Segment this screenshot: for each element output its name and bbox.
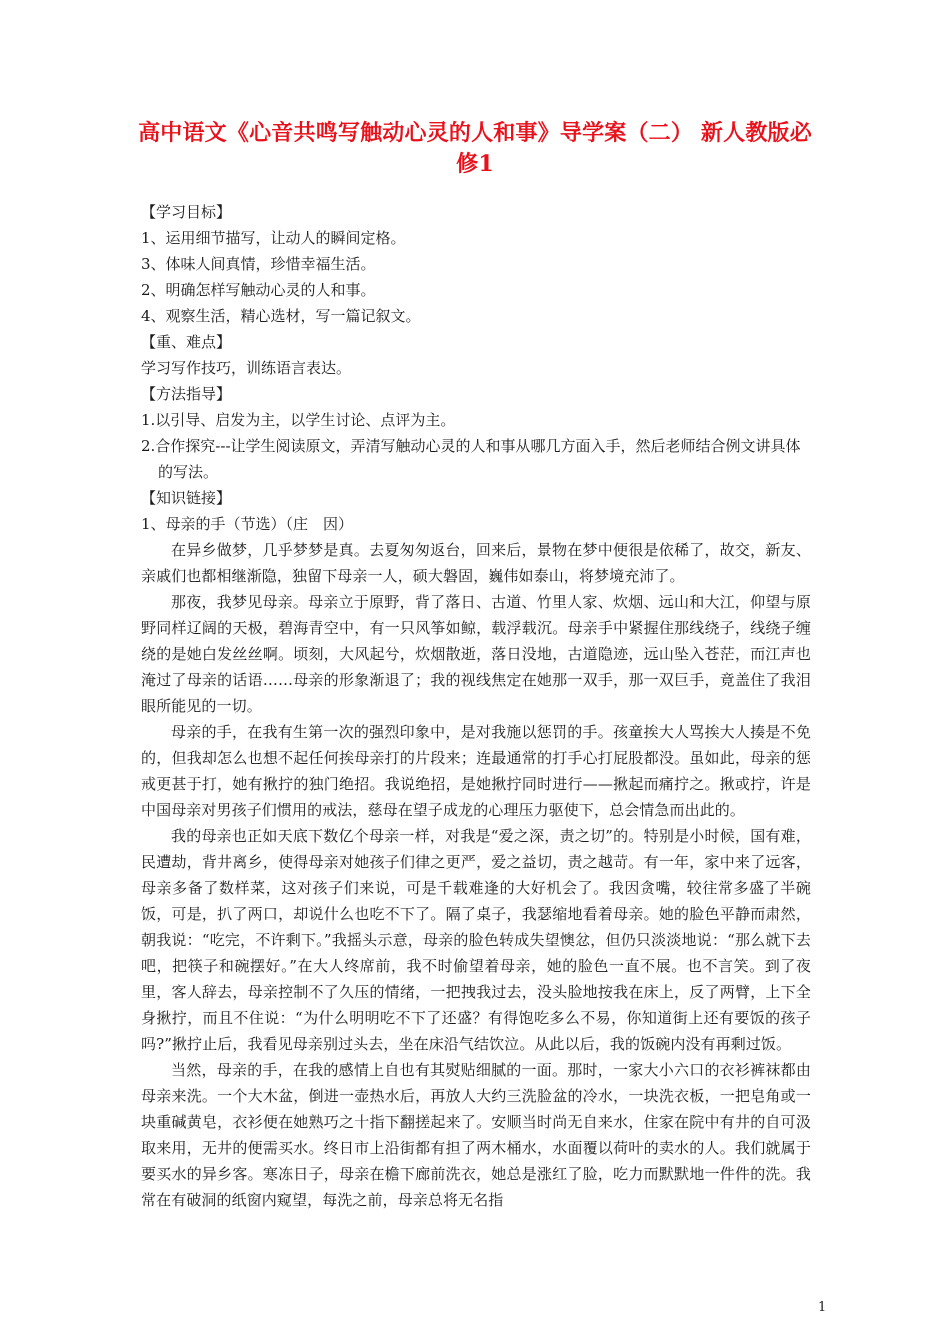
goal-item: 4、观察生活，精心选材，写一篇记叙文。 [141,307,421,325]
goal-item: 3、体味人间真情，珍惜幸福生活。 [141,255,376,273]
document-title: 高中语文《心音共鸣写触动心灵的人和事》导学案（二） 新人教版必修1 [138,120,812,177]
method-item: 2.合作探究---让学生阅读原文，弄清写触动心灵的人和事从哪几方面入手，然后老师结合例文讲具体的写法。 [141,437,801,481]
article-title: 1、母亲的手（节选）（庄 因） [141,515,354,533]
document-body [141,199,811,1213]
article-paragraph: 当然，母亲的手，在我的感情上自也有其熨贴细腻的一面。那时，一家大小六口的衣衫裤袜都由母亲来洗。一个大木盆，倒进一壶热水后，再放人大约三洗脸盆的冷水，一块洗衣板，一把皂角或一块重碱黄皂，衣衫便在她熟巧之十指下翻搓起来了。安顺当时尚无自来水，住家在院中有井的自可汲取来用，无井的便需买水。终日市上沿街都有担了两木桶水，水面覆以荷叶的卖水的人。我们就属于要买水的异乡客。寒冻日子，母亲在檐下廊前洗衣，她总是涨红了脸，吃力而默默地一件件的洗。我常在有破洞的纸窗内窥望，每洗之前，母亲总将无名指 [141,1061,811,1209]
goal-item: 1、运用细节描写，让动人的瞬间定格。 [141,229,406,247]
article-paragraph: 在异乡做梦，几乎梦梦是真。去夏匆匆返台，回来后，景物在梦中便很是依稀了，故交，新友、亲戚们也都相继渐隐，独留下母亲一人，硕大磐固，巍伟如泰山，将梦境充沛了。 [141,541,811,585]
article-paragraph: 母亲的手，在我有生第一次的强烈印象中，是对我施以惩罚的手。孩童挨大人骂挨大人揍是不免的，但我却怎么也想不起任何挨母亲打的片段来；连最通常的打手心打屁股都没。虽如此，母亲的惩戒更甚于打，她有揪拧的独门绝招。我说绝招，是她揪拧同时进行——揪起而痛拧之。揪或拧，许是中国母亲对男孩子们惯用的戒法，慈母在望子成龙的心理压力驱使下，总会情急而出此的。 [141,723,811,819]
goal-item: 2、明确怎样写触动心灵的人和事。 [141,281,376,299]
article-paragraph: 那夜，我梦见母亲。母亲立于原野，背了落日、古道、竹里人家、炊烟、远山和大江，仰望与原野同样辽阔的天极，碧海青空中，有一只风筝如鲸，载浮载沉。母亲手中紧握住那线绕子，线绕子缠绕的是她白发丝丝啊。顷刻，大风起兮，炊烟散逝，落日没地，古道隐迹，远山坠入苍茫，而江声也淹过了母亲的话语……母亲的形象渐退了；我的视线焦定在她那一双手，那一双巨手，竟盖住了我泪眼所能见的一切。 [141,593,811,715]
page-number: 1 [818,1300,827,1315]
section-header-knowledge: 【知识链接】 [141,489,232,507]
section-header-keypoints: 【重、难点】 [141,333,232,351]
section-header-method: 【方法指导】 [141,385,232,403]
method-item: 1.以引导、启发为主，以学生讨论、点评为主。 [141,411,456,429]
section-header-goals: 【学习目标】 [141,203,232,221]
keypoints-text: 学习写作技巧，训练语言表达。 [141,359,352,377]
article-paragraph: 我的母亲也正如天底下数亿个母亲一样，对我是“爱之深，责之切”的。特别是小时候，国有难，民遭劫，背井离乡，使得母亲对她孩子们律之更严，爱之益切，责之越苛。有一年，家中来了远客，母亲多备了数样菜，这对孩子们来说，可是千载难逢的大好机会了。我因贪嘴，较往常多盛了半碗饭，可是，扒了两口，却说什么也吃不下了。隔了桌子，我瑟缩地看着母亲。她的脸色平静而肃然，朝我说：“吃完，不许剩下。”我摇头示意，母亲的脸色转成失望懊忿，但仍只淡淡地说：“那么就下去吧，把筷子和碗摆好。”在大人终席前，我不时偷望着母亲，她的脸色一直不展。也不言笑。到了夜里，客人辞去，母亲控制不了久压的情绪，一把拽我过去，没头脸地按我在床上，反了两臂，上下全身揪拧，而且不住说：“为什么明明吃不下了还盛？有得饱吃多么不易，你知道街上还有要饭的孩子吗?”揪拧止后，我看见母亲别过头去，坐在床沿气结饮泣。从此以后，我的饭碗内没有再剩过饭。 [141,827,811,1053]
